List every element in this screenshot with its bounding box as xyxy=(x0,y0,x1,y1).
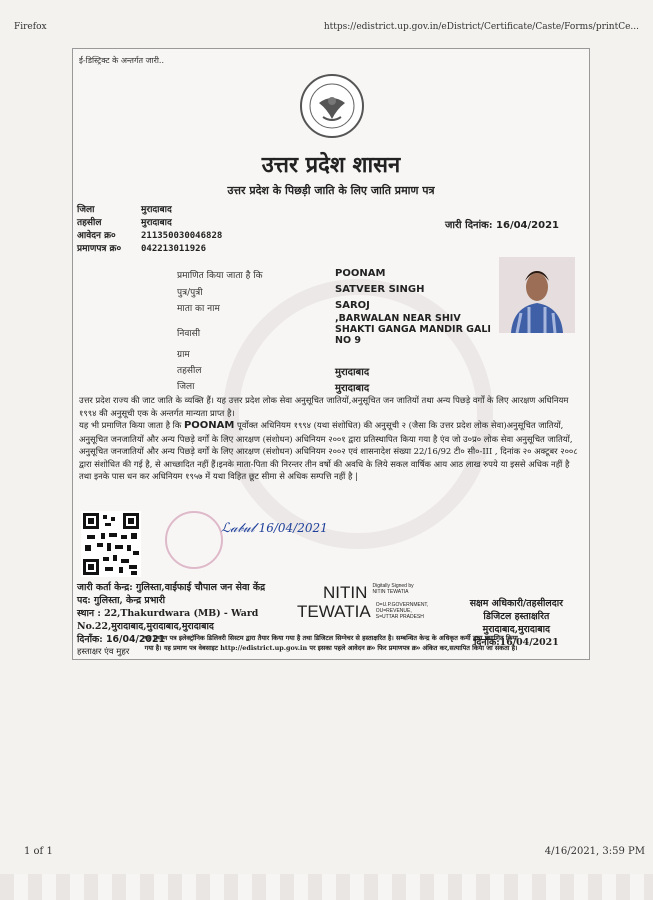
address: ,BARWALAN NEAR SHIV SHAKTI GANGA MANDIR GALI NO 9 xyxy=(335,313,491,346)
father-name: SATVEER SINGH xyxy=(335,284,425,295)
tehsil-label: तहसील xyxy=(177,366,202,376)
digital-signature: NITIN Digitally Signed by NITIN TEWATIA TEWATIA O=U.P.GOVERNMENT, OU=REVENUE, S=UTTAR PRADESH xyxy=(297,583,429,621)
page-count: 1 of 1 xyxy=(24,846,53,857)
paragraph-2: यह भी प्रमाणित किया जाता है कि POONAM पूर्वोक्त अधिनियम १९९४ (यथा संशोधित) की अनुसूची २ (जैसा कि उत्तर प्रदेश लोक सेवा)अनुसूचित जातियों, अनुसूचित जनजातियों और अन्य पिछड़े वर्गों के लिए आरक्षण (संशोधन) अधिनियम २००१ द्वारा प्रतिस्थापित किया गया है एंव जो उ०प्र० लोक सेवा अनुसूचित जातियों, अनुसूचित जनजातियों और अन्य पिछड़े वर्गों के लिए आरक्षण (संशोधन) अधिनियम २००२ एवं शासनादेश संख्या 22/16/92 टी० सी०-III , दिनांक २० अक्टूबर २००८ द्वारा संशोधित की गई है, से आच्छादित नहीं हैं।इनके माता-पिता की निरन्तर तीन वर्षो की अवधि के लिये सकल वार्षिक आय आठ लाख रुपये या इससे अधिक नहीं है तथा इनके पास धन कर अधिनियम १९५७ में यथा विहित छूट सीमा से अधिक सम्पत्ति नहीं है | xyxy=(79,420,578,481)
issuer-block: जारी कर्ता केन्द्र: गुलिस्ता,वाईफाई चौपाल जन सेवा केंद्र पद: गुलिस्ता, केन्द्र प्रभारी स्थान : 22,Thakurdwara (MB) - Ward No.22,मुरादाबाद,मुरादाबाद,मुरादाबाद दिनाँक: 16/04/2021 हस्ताक्षर एंव मुहर xyxy=(77,582,266,657)
scan-edge xyxy=(0,874,653,900)
certificate-subtitle: उत्तर प्रदेश के पिछड़ी जाति के लिए जाति प्रमाण पत्र xyxy=(227,184,435,197)
mother-label: माता का नाम xyxy=(177,304,220,314)
verification-note: यह प्रमाण पत्र इलेक्ट्रॉनिक डिलिवरी सिस्टम द्वारा तैयार किया गया है तथा डिजिटल सिग्नेचर से हस्ताक्षरित है। सम्बन्धित केन्द्र के अधिकृत कर्मी द्वारा प्रमाणित किया गया है। यह प्रमाण पत्र वेबसाइट http://edistrict.up.gov.in पर इसका पहले आवेदन क्र० फिर प्रमाणपत्र क्र० अंकित कर,सत्यापित किया जा सकता है। xyxy=(144,634,518,652)
tehsil-value: मुरादाबाद xyxy=(335,367,370,378)
meta-tehsil: तहसील मुरादाबाद xyxy=(77,218,172,228)
issue-date: जारी दिनांक: 16/04/2021 xyxy=(444,220,559,231)
relation-label: पुत्र/पुत्री xyxy=(177,288,203,298)
certify-label: प्रमाणित किया जाता है कि xyxy=(177,271,263,281)
paragraph-1: उत्तर प्रदेश राज्य की जाट जाति के व्यक्ति हैं। यह उत्तर प्रदेश लोक सेवा अनुसूचित जातियों,अनुसूचित जन जातियों तथा अन्य पिछड़े वर्गों के लिए आरक्षण अधिनियम १९९४ की अनुसूची एक के अन्तर्गत मान्यता प्राप्त है। xyxy=(79,395,569,418)
meta-certificate-no: प्रमाणपत्र क्र० 042213011926 xyxy=(77,244,207,254)
district-label: जिला xyxy=(177,382,195,392)
officer-block: सक्षम अधिकारी/तहसीलदार डिजिटल हस्ताक्षरित मुरादाबाद,मुरादाबाद दिनॉक:16/04/2021 xyxy=(469,598,563,648)
up-emblem-icon xyxy=(299,73,365,139)
meta-district: जिला मुरादाबाद xyxy=(77,205,172,215)
handwritten-signature: ℒ𝒶𝒷𝓊𝓁 16/04/2021 xyxy=(221,521,328,536)
applicant-photo xyxy=(499,257,575,333)
village-label: ग्राम xyxy=(177,350,190,360)
gov-title: उत्तर प्रदेश शासन xyxy=(261,152,401,178)
district-value: मुरादाबाद xyxy=(335,383,370,394)
print-timestamp: 4/16/2021, 3:59 PM xyxy=(544,846,645,857)
center-seal xyxy=(165,511,223,569)
browser-name: Firefox xyxy=(14,22,47,32)
page-url: https://edistrict.up.gov.in/eDistrict/Certificate/Caste/Forms/printCe... xyxy=(323,22,639,32)
meta-application-no: आवेदन क्र० 211350030046828 xyxy=(77,231,223,241)
resident-label: निवासी xyxy=(177,329,201,339)
qr-code xyxy=(81,511,141,577)
edistrict-line: ई-डिस्ट्रिक्ट के अन्तर्गत जारी.. xyxy=(79,56,165,65)
applicant-name: POONAM xyxy=(335,268,386,279)
mother-name: SAROJ xyxy=(335,300,370,311)
certificate xyxy=(72,48,590,660)
